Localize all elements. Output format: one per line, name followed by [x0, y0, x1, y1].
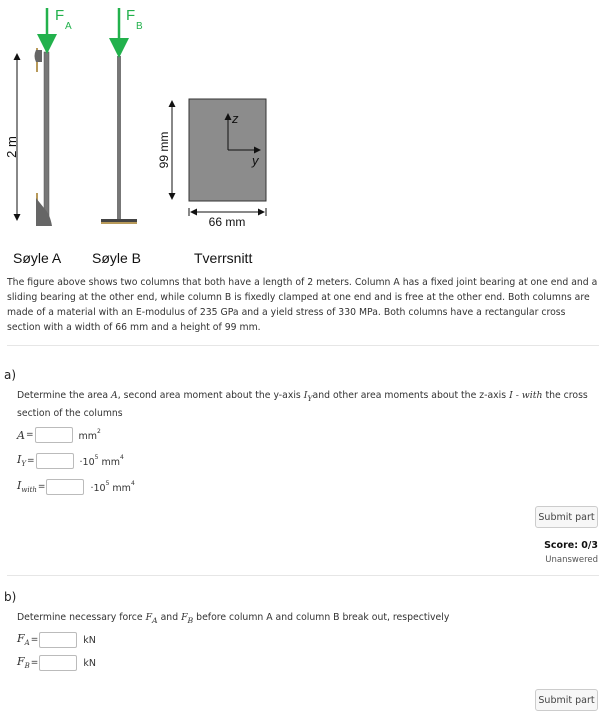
y-axis-label: y	[252, 153, 259, 168]
part-a-score: Score: 0/3	[544, 540, 598, 551]
field-row-fb: $F_B$ = kN	[17, 655, 96, 671]
field-row-iy: $I_Y$ = $\cdot 10^5$ $mm^4$	[17, 453, 124, 469]
divider	[7, 345, 599, 346]
intro-text: The figure above shows two columns that both have a length of 2 meters. Column A has a fixed joint bearing at one end and a sliding bearing at the other end, while column B is fixedly clamped at one end and is free at the other end. Both columns are made of a material with an E-modulus of 235 GPa and a yield stress of 330 MPa. Both columns have a rectangular cross section with a width of 66 mm and a height of 99 mm.	[7, 277, 598, 333]
width-label: 66 mm	[208, 215, 246, 229]
iy-unit: $\cdot 10^5$ $mm^4$	[79, 454, 124, 468]
field-area-symbol: A	[17, 428, 25, 442]
caption-column-a: Søyle A	[13, 250, 62, 266]
length-label: 2 m	[4, 136, 19, 158]
part-a-prompt: Determine the area A, second area moment about the y-axis $I_Yand$ other area moments about the z-axis I - with the cross section of the columns	[17, 390, 588, 419]
area-unit: $mm^2$	[78, 428, 101, 442]
force-b-sub: B	[136, 21, 143, 32]
field-fb-symbol: $F_B$	[17, 655, 30, 671]
field-row-area: A = $mm^2$	[17, 428, 101, 442]
column-a	[35, 48, 53, 226]
fb-unit: kN	[83, 657, 96, 669]
fa-unit: kN	[83, 634, 96, 646]
part-b-label: b)	[4, 590, 17, 604]
column-a-top-bearing	[35, 50, 43, 62]
field-iz-symbol: $I_{with}$	[17, 479, 37, 495]
part-b-submit-button[interactable]: Submit part	[535, 689, 598, 711]
force-b-letter: F	[126, 7, 136, 24]
caption-cross-section: Tverrsnitt	[194, 250, 253, 266]
part-a-submit-button[interactable]: Submit part	[535, 506, 598, 528]
area-input[interactable]	[35, 427, 73, 443]
iy-input[interactable]	[36, 453, 74, 469]
part-a-status: Unanswered	[545, 555, 598, 565]
iz-input[interactable]	[46, 479, 84, 495]
field-row-iz: $I_{with}$ = $\cdot 10^5$ $mm^4$	[17, 479, 135, 495]
caption-column-b: Søyle B	[92, 250, 142, 266]
column-b-base	[101, 219, 137, 222]
height-label: 99 mm	[157, 131, 171, 169]
column-a-shaft	[44, 52, 49, 222]
column-b-ground	[101, 222, 137, 224]
fb-input[interactable]	[39, 655, 77, 671]
column-b	[101, 56, 137, 224]
part-b-prompt: Determine necessary force $F_A$ and $F_B$ before column A and column B break out, respectively	[17, 612, 450, 625]
z-axis-label: z	[232, 111, 239, 126]
fa-input[interactable]	[39, 632, 77, 648]
field-iy-symbol: $I_Y$	[17, 453, 26, 469]
force-a-letter: F	[55, 7, 65, 24]
force-a-sub: A	[65, 21, 72, 32]
iz-unit: $\cdot 10^5$ $mm^4$	[90, 480, 135, 494]
column-b-shaft	[117, 56, 121, 220]
field-fa-symbol: $F_A$	[17, 632, 30, 648]
field-row-fa: $F_A$ = kN	[17, 632, 96, 648]
column-figure	[0, 0, 605, 245]
part-a-label: a)	[4, 368, 17, 382]
divider	[7, 575, 599, 576]
